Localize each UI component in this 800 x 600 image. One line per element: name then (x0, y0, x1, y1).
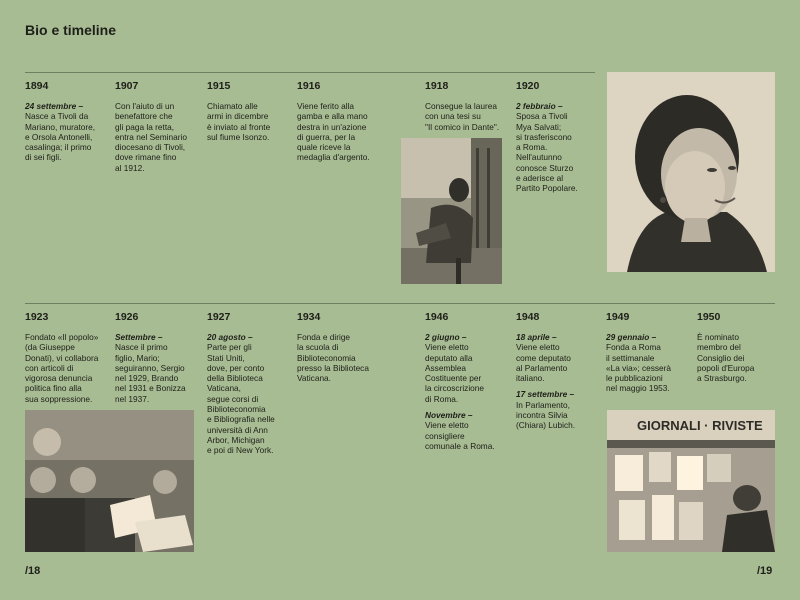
entry-year: 1934 (297, 311, 321, 323)
entry-year: 1894 (25, 80, 49, 92)
entry-year: 1926 (115, 311, 139, 323)
entry-date: 17 settembre – (516, 389, 575, 400)
entry-date: Novembre – (425, 410, 473, 421)
entry-year: 1950 (697, 311, 721, 323)
entry-year: 1948 (516, 311, 540, 323)
entry-text: Sposa a Tivoli Mya Salvati; si trasferiscono a Roma. Nell'autunno conosce Sturzo e aderisce al Partito Popolare. (516, 111, 578, 194)
photo-newsstand (607, 410, 775, 552)
entry-text: Parte per gli Stati Uniti, dove, per conto della Biblioteca Vaticana, segue corsi di Biblioteconomia e Bibliografia nelle università di Ann Arbor, Michigan e poi di New York. (207, 342, 275, 456)
photo-soldier-1918 (401, 138, 502, 284)
entry-date: 24 settembre – (25, 101, 84, 111)
timeline-entry-1916 (297, 80, 392, 163)
page-title: Bio e timeline (25, 22, 117, 38)
timeline-entry-1950 (697, 311, 779, 383)
timeline-entry-1923 (25, 311, 113, 404)
timeline-rule-top (25, 72, 595, 73)
timeline-entry-1949 (606, 311, 692, 394)
entry-year: 1927 (207, 311, 231, 323)
entry-text: Nasce a Tivoli da Mariano, muratore, e Orsola Antonelli, casalinga; il primo di sei figli. (25, 111, 96, 163)
entry-date: 18 aprile – (516, 332, 557, 342)
entry-year: 1923 (25, 311, 49, 323)
entry-text: Fonda e dirige la scuola di Biblioteconomia presso la Biblioteca Vaticana. (297, 332, 369, 384)
timeline-entry-1946 (425, 311, 513, 451)
entry-text: Viene eletto consigliere comunale a Roma. (425, 420, 495, 451)
page-number-right: /19 (757, 565, 773, 577)
entry-text: Viene eletto deputato alla Assemblea Costituente per la circoscrizione di Roma. (425, 342, 485, 404)
entry-text: In Parlamento, incontra Silvia (Chiara) Lubich. (516, 399, 576, 431)
entry-date: 29 gennaio – (606, 332, 657, 342)
entry-text: Consegue la laurea con una tesi su "Il comico in Dante". (425, 101, 500, 132)
entry-text: Con l'aiuto di un benefattore che gli paga la retta, entra nel Seminario diocesano di Tivoli, dove rimane fino al 1912. (115, 101, 187, 173)
entry-text: Fondato «Il popolo» (da Giuseppe Donati), vi collabora con articoli di vigorosa denuncia politica fino alla sua soppressione. (25, 332, 99, 404)
timeline-entry-1934 (297, 311, 392, 383)
entry-text: Fonda a Roma il settimanale «La via»; cesserà le pubblicazioni nel maggio 1953. (606, 342, 672, 394)
entry-date: 20 agosto – (207, 332, 253, 342)
entry-year: 1915 (207, 80, 231, 92)
entry-year: 1918 (425, 80, 449, 92)
entry-text: Viene ferito alla gamba e alla mano destra in un'azione di guerra, per la quale riceve la medaglia d'argento. (297, 101, 370, 163)
timeline-entry-1948 (516, 311, 602, 431)
photo-group-reading (25, 410, 194, 552)
timeline-entry-1907 (115, 80, 203, 173)
timeline-rule-bottom (25, 303, 775, 304)
entry-date: 2 giugno – (425, 332, 467, 342)
entry-year: 1946 (425, 311, 449, 323)
page-number-left: /18 (25, 565, 41, 577)
entry-text: È nominato membro del Consiglio dei popoli d'Europa a Strasburgo. (697, 332, 755, 384)
entry-year: 1907 (115, 80, 139, 92)
photo-woman-portrait (607, 72, 775, 272)
newsstand-sign-text: GIORNALI · RIVISTE (637, 418, 763, 433)
entry-year: 1916 (297, 80, 321, 92)
timeline-entry-1918 (425, 80, 513, 132)
timeline-entry-1926 (115, 311, 203, 404)
entry-date: Settembre – (115, 332, 163, 342)
entry-year: 1920 (516, 80, 540, 92)
entry-text: Chiamato alle armi in dicembre è inviato al fronte sul fiume Isonzo. (207, 101, 271, 142)
timeline-entry-1915 (207, 80, 292, 142)
entry-year: 1949 (606, 311, 630, 323)
timeline-entry-1920 (516, 80, 598, 194)
entry-text: Nasce il primo figlio, Mario; seguiranno, Sergio nel 1929, Brando nel 1931 e Bonizza nel 1937. (115, 342, 186, 404)
timeline-entry-1927 (207, 311, 295, 456)
timeline-entry-1894 (25, 80, 110, 163)
entry-date: 2 febbraio – (516, 101, 563, 111)
entry-text: Viene eletto come deputato al Parlamento italiano. (516, 342, 571, 384)
